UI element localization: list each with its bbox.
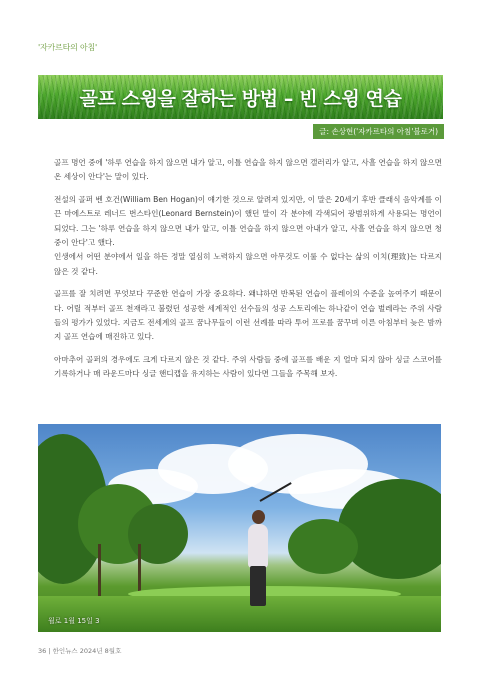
photo-caption: 월로 1월 15일 3: [48, 617, 100, 625]
article-title: 골프 스윙을 잘하는 방법 – 빈 스윙 연습: [79, 88, 402, 110]
section-tag: '자카르타의 아침': [38, 43, 98, 52]
paragraph-3: 인생에서 어떤 분야에서 일을 하든 정말 열심히 노력하지 않으면 아무것도 이룰 수 없다는 삶의 이치(理致)는 다르지 않은 것 같다.: [54, 252, 442, 276]
paragraph-1: 골프 명언 중에 '하루 연습을 하지 않으면 내가 알고, 이틀 연습을 하지 않으면 갤러리가 알고, 사흘 연습을 하지 않으면 온 세상이 안다'는 말이 있다.: [54, 158, 442, 182]
article-body: [54, 156, 442, 390]
paragraph-2: 전설의 골퍼 벤 호건(William Ben Hogan)이 얘기한 것으로 알려져 있지만, 이 말은 20세기 후반 클래식 음악계를 이끈 마에스트로 레너드 번스타인(Leonard Bernstein)이 했던 말이 각 분야에 각색되어 광범위하게 사용되는 명언이 되었다. 그는 '하루 연습을 하지 않으면 내가 알고, 이틀 연습을 하지 않으면 아내가 알고, 사흘 연습을 하지 않으면 청중이 안다'고 했다.: [54, 194, 442, 248]
paragraph-4: 골프를 잘 치려면 무엇보다 꾸준한 연습이 가장 중요하다. 왜냐하면 반복된 연습이 플레이의 수준을 높여주기 때문이다. 어릴 적부터 골프 천재라고 불렸던 성공한 세계적인 선수들의 성공 스토리에는 하나같이 연습 벌레라는 주위 사람들의 평가가 있었다. 지금도 전세계의 골프 꿈나무들이 이런 선례를 따라 투어 프로를 꿈꾸며 이른 아침부터 늦은 밤까지 골프 연습에 매진하고 있다.: [54, 289, 442, 342]
title-banner: [38, 75, 443, 119]
author-byline: 글: 손상현('자카르타의 아침'블로거): [313, 124, 444, 139]
golfer-photo: [38, 424, 441, 632]
paragraph-5: 아마추어 골퍼의 경우에도 크게 다르지 않은 것 같다. 주위 사람들 중에 골프를 배운 지 얼마 되지 않아 싱글 스코어를 기록하거나 매 라운드마다 싱글 핸디캡을 유지하는 사람이 있다면 그들을 주목해 보자.: [54, 354, 442, 379]
page-footer: 36 | 한인뉴스 2024년 8월호: [38, 647, 122, 655]
